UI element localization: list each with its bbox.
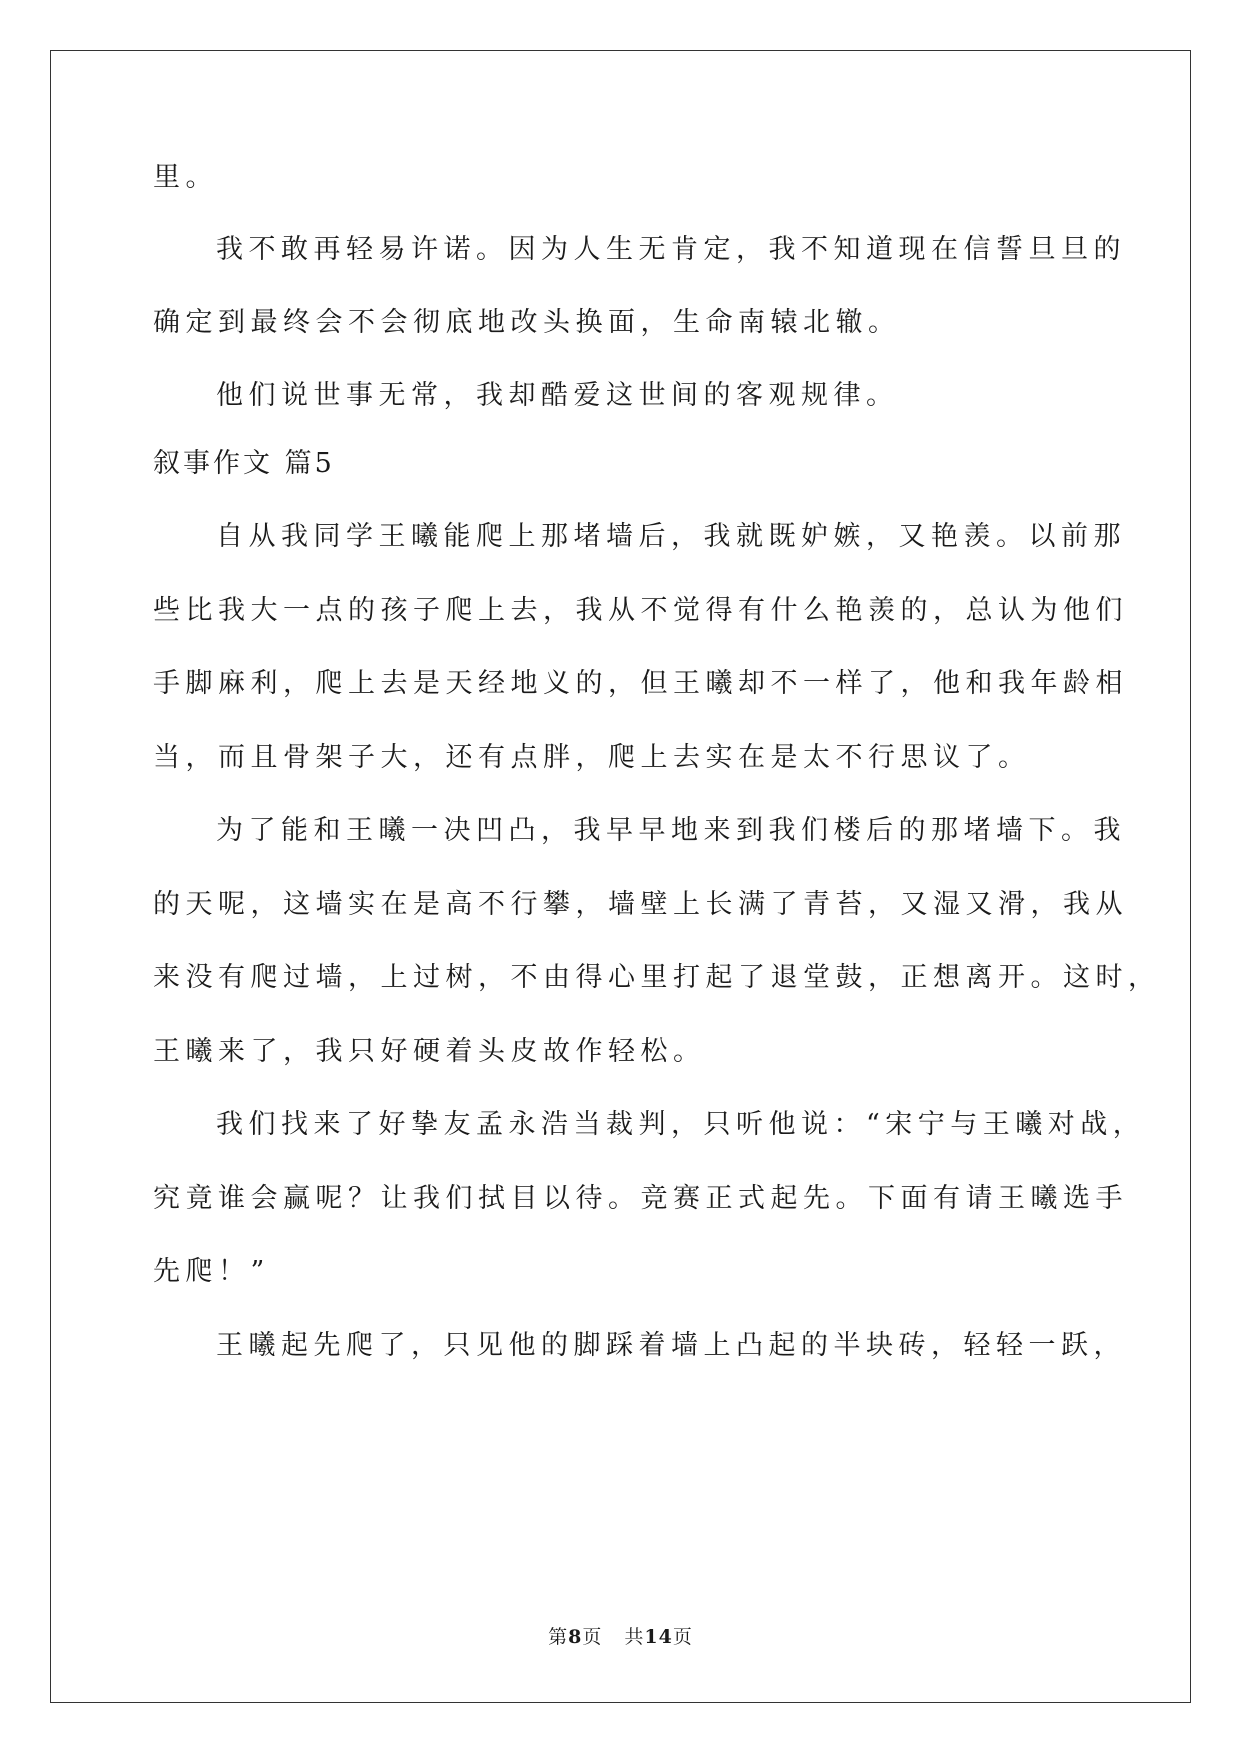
paragraph-start: 自从我同学王曦能爬上那堵墙后，我就既妒嫉，又艳羡。以前那 xyxy=(216,521,1126,552)
paragraph-start: 我们找来了好挚友孟永浩当裁判，只听他说：“宋宁与王曦对战， xyxy=(216,1109,1146,1140)
text-line: 些比我大一点的孩子爬上去，我从不觉得有什么艳羡的，总认为他们 xyxy=(153,595,1128,626)
paragraph-start: 为了能和王曦一决凹凸，我早早地来到我们楼后的那堵墙下。我 xyxy=(216,815,1126,846)
current-page-number: 8 xyxy=(568,1626,583,1648)
text-line: 手脚麻利，爬上去是天经地义的，但王曦却不一样了，他和我年龄相 xyxy=(153,668,1128,699)
text-line: 确定到最终会不会彻底地改头换面，生命南辕北辙。 xyxy=(153,307,901,338)
paragraph-start: 他们说世事无常，我却酷爱这世间的客观规律。 xyxy=(216,380,899,411)
page-border xyxy=(50,50,1191,1703)
paragraph-start: 我不敢再轻易许诺。因为人生无肯定，我不知道现在信誓旦旦的 xyxy=(216,234,1126,265)
page-footer xyxy=(0,1622,1241,1649)
text-line: 究竟谁会赢呢？让我们拭目以待。竞赛正式起先。下面有请王曦选手 xyxy=(153,1183,1128,1214)
text-line: 来没有爬过墙，上过树，不由得心里打起了退堂鼓，正想离开。这时， xyxy=(153,962,1161,993)
footer-total-prefix: 共 xyxy=(624,1626,645,1648)
total-pages-number: 14 xyxy=(644,1626,673,1648)
footer-total-label: 页 xyxy=(672,1626,693,1648)
footer-prefix: 第 xyxy=(548,1626,569,1648)
text-line: 当，而且骨架子大，还有点胖，爬上去实在是太不行思议了。 xyxy=(153,742,1031,773)
text-line: 里。 xyxy=(153,162,218,193)
text-line: 先爬！” xyxy=(153,1256,270,1287)
text-line: 的天呢，这墙实在是高不行攀，墙壁上长满了青苔，又湿又滑，我从 xyxy=(153,889,1128,920)
section-heading: 叙事作文 篇5 xyxy=(153,448,335,479)
paragraph-start: 王曦起先爬了，只见他的脚踩着墙上凸起的半块砖，轻轻一跃， xyxy=(216,1330,1126,1361)
footer-page-label: 页 xyxy=(582,1626,603,1648)
text-line: 王曦来了，我只好硬着头皮故作轻松。 xyxy=(153,1036,706,1067)
